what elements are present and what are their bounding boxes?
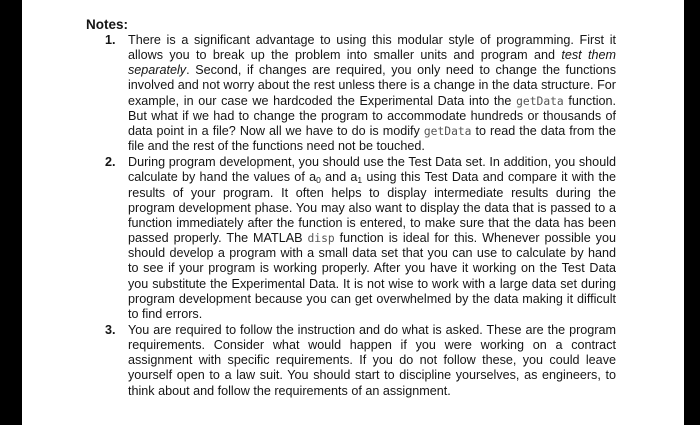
left-crop-border: [0, 0, 22, 425]
note-item-2: [100, 155, 616, 322]
note-item-1: [100, 33, 616, 154]
note-item-3: [100, 323, 616, 399]
subscript: 0: [316, 175, 321, 186]
notes-list: [100, 33, 616, 400]
note-number: 1.: [105, 33, 116, 47]
code-getdata: getData: [516, 94, 564, 108]
note-number: 2.: [105, 155, 116, 170]
note-text: During program development, you should use the Test Data set. In addition, you should calculate by hand the values of $a_0$ and $a_1$ using this Test Data and compare it with the results of your program. It often helps to display intermediate results during the program development phase. You may also want to display the data that is passed to a function immediately after the function is entered, to make sure that the data has been passed properly. The MATLAB disp function is ideal for this. Whenever possible you should develop a program with a small data set that you can use to calculate by hand to see if your program is working properly. After you have it working on the Test Data you substitute the Experimental Data. It is not wise to work with a large data set during program development because you can get overwhelmed by the data making it difficult to find errors.: [128, 155, 617, 321]
emphasis: test them separately: [128, 48, 617, 78]
right-crop-border: [684, 0, 700, 425]
code-disp: disp: [307, 232, 335, 246]
note-number: 3.: [105, 322, 116, 337]
note-text: You are required to follow the instruction and do what is asked. These are the program requirements. Consider what would happen if you were working on a contract assignment with specific requirements. If you do not follow these, you could leave yourself open to a law suit. You should start to discipline yourselves, as engineers, to think about and follow the requirements of an assignment.: [128, 322, 616, 398]
notes-title: Notes:: [86, 17, 129, 32]
subscript: 1: [357, 175, 363, 186]
code-getdata: getData: [423, 124, 472, 138]
note-text: There is a significant advantage to using this modular style of programming. First it allows you to break up the problem into smaller units and program and test them separately. Second, if changes are required, you only need to change the functions involved and not worry about the rest unless there is a change in the data structure. For example, in our case we hardcoded the Experimental Data into the getData function. But what if we had to change the program to accommodate hundreds or thousands of data point in a file? Now all we have to do is modify getData to read the data from the file and the rest of the functions need not be touched.: [128, 33, 617, 154]
